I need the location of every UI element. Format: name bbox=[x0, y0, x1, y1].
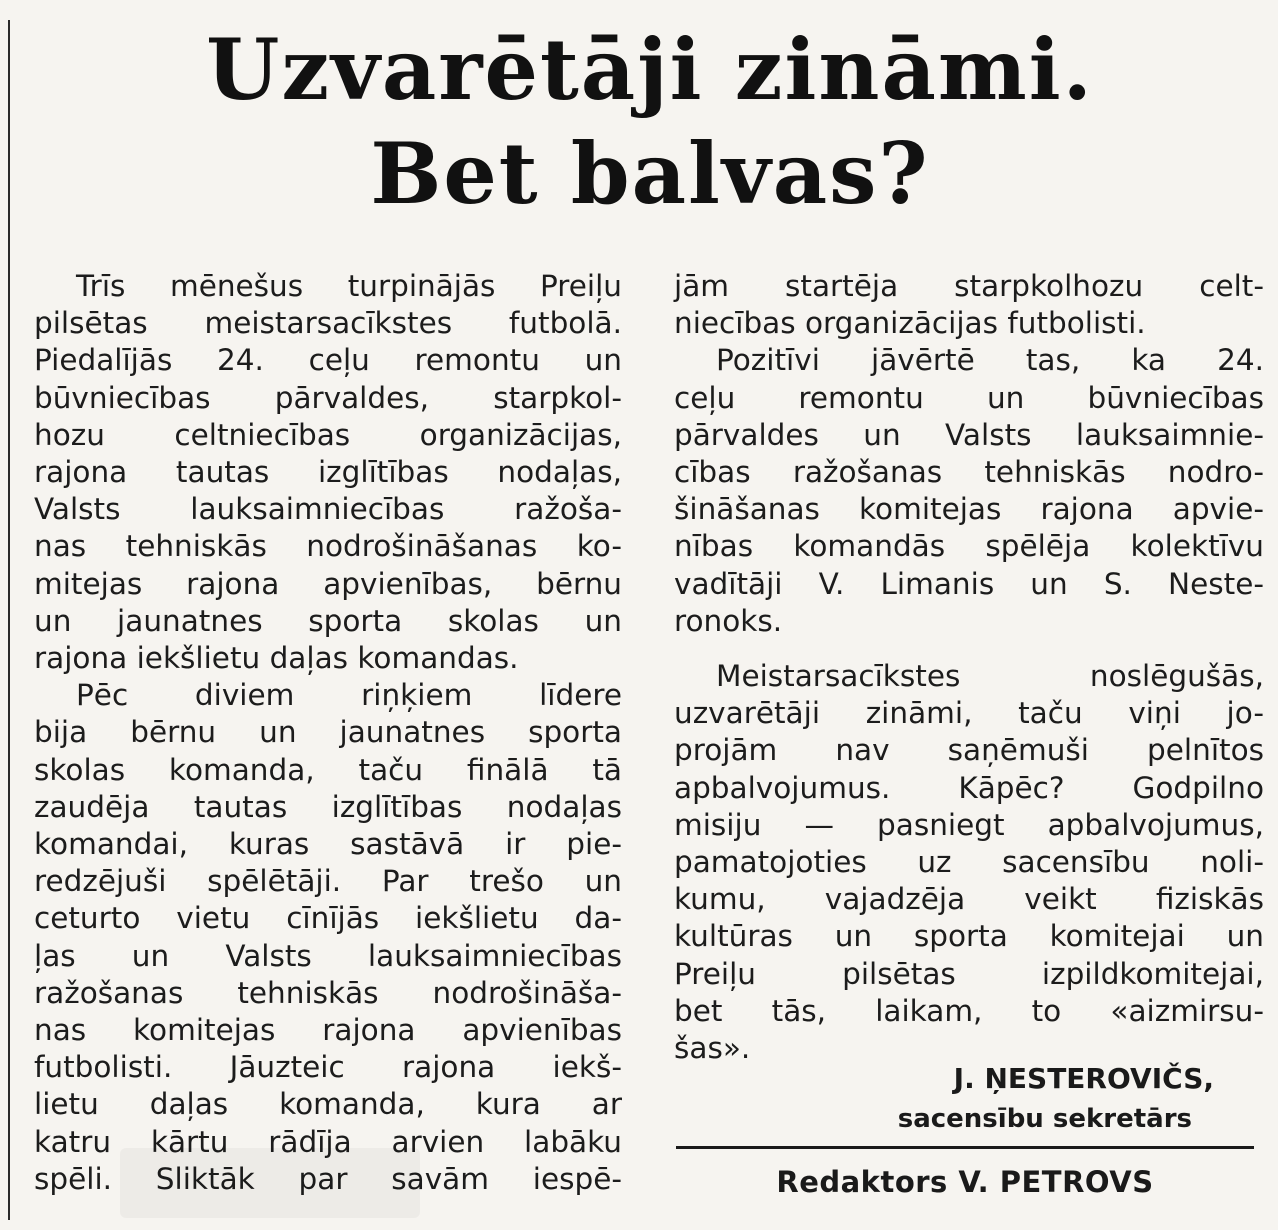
text-line: rajona tautas izglītības nodaļas, bbox=[34, 455, 622, 490]
text-line: nas komitejas rajona apvienības bbox=[34, 1013, 622, 1048]
article-right-column bbox=[674, 268, 1264, 1067]
text-line: un jaunatnes sporta skolas un bbox=[34, 603, 622, 638]
text-line: apbalvojumus. Kāpēc? Godpilno bbox=[674, 770, 1264, 805]
editor-credit: Redaktors V. PETROVS bbox=[776, 1165, 1154, 1199]
paragraph-3 bbox=[674, 268, 1264, 342]
text-line: ļas un Valsts lauksaimniecības bbox=[34, 938, 622, 973]
headline-line-2: Bet balvas? bbox=[370, 124, 930, 223]
text-line: katru kārtu rādīja arvien labāku bbox=[34, 1124, 622, 1159]
text-line: Valsts lauksaimniecības ražoša- bbox=[34, 492, 622, 527]
text-line: futbolisti. Jāuzteic rajona iekš- bbox=[34, 1050, 622, 1085]
text-line: hozu celtniecības organizācijas, bbox=[34, 417, 622, 452]
text-line: ražošanas tehniskās nodrošināša- bbox=[34, 975, 622, 1010]
text-line: niecības organizācijas futbolisti. bbox=[674, 306, 1146, 341]
text-line: uzvarētāji zināmi, taču viņi jo- bbox=[674, 696, 1264, 731]
text-line: Pēc diviem riņķiem līdere bbox=[76, 678, 622, 713]
text-line: nas tehniskās nodrošināšanas ko- bbox=[34, 529, 622, 564]
paragraph-2 bbox=[34, 677, 622, 1198]
text-line: pamatojoties uz sacensību noli- bbox=[674, 845, 1264, 880]
headline-line-1: Uzvarētāji zināmi. bbox=[206, 20, 1094, 119]
text-line: šas». bbox=[674, 1031, 751, 1066]
text-line: nības komandās spēlēja kolektīvu bbox=[674, 529, 1264, 564]
text-line: cības ražošanas tehniskās nodro- bbox=[674, 455, 1264, 490]
paragraph-4 bbox=[674, 342, 1264, 640]
text-line: skolas komanda, taču finālā tā bbox=[34, 752, 622, 787]
text-line: jām startēja starpkolhozu celt- bbox=[674, 269, 1264, 303]
column-rule bbox=[8, 20, 10, 1220]
article-left-column bbox=[34, 268, 622, 1198]
text-line: misiju — pasniegt apbalvojumus, bbox=[674, 807, 1264, 842]
text-line: ceļu remontu un būvniecības bbox=[674, 380, 1264, 415]
text-line: lietu daļas komanda, kura ar bbox=[34, 1087, 622, 1122]
text-line: Piedalījās 24. ceļu remontu un bbox=[34, 343, 622, 378]
text-line: Meistarsacīkstes noslēgušās, bbox=[716, 659, 1264, 694]
text-line: mitejas rajona apvienības, bērnu bbox=[34, 566, 622, 601]
text-line: ronoks. bbox=[674, 603, 783, 638]
paragraph-gap bbox=[674, 640, 1264, 658]
text-line: zaudēja tautas izglītības nodaļas bbox=[34, 789, 622, 824]
text-line: vadītāji V. Limanis un S. Neste- bbox=[674, 566, 1264, 601]
paper-smudge bbox=[120, 1148, 420, 1218]
text-line: rajona iekšlietu daļas komandas. bbox=[34, 641, 519, 676]
text-line: Preiļu pilsētas izpildkomitejai, bbox=[674, 956, 1264, 991]
author-name: J. ŅESTEROVIČS, bbox=[953, 1062, 1214, 1095]
text-line: šināšanas komitejas rajona apvie- bbox=[674, 492, 1264, 527]
text-line: būvniecības pārvaldes, starpkol- bbox=[34, 380, 622, 415]
text-line: pārvaldes un Valsts lauksaimnie- bbox=[674, 417, 1264, 452]
text-line: kultūras un sporta komitejai un bbox=[674, 919, 1264, 954]
text-line: pilsētas meistarsacīkstes futbolā. bbox=[34, 306, 622, 341]
paragraph-5 bbox=[674, 658, 1264, 1067]
text-line: Pozitīvi jāvērtē tas, ka 24. bbox=[716, 343, 1264, 378]
text-line: ceturto vietu cīnījās iekšlietu da- bbox=[34, 901, 622, 936]
text-line: kumu, vajadzēja veikt fiziskās bbox=[674, 882, 1264, 917]
headline bbox=[60, 18, 1240, 226]
paragraph-1 bbox=[34, 268, 622, 677]
text-line: projām nav saņēmuši pelnītos bbox=[674, 733, 1264, 768]
divider bbox=[676, 1146, 1254, 1149]
text-line: bet tās, laikam, to «aizmirsu- bbox=[674, 993, 1264, 1028]
text-line: komandai, kuras sastāvā ir pie- bbox=[34, 827, 622, 862]
author-role: sacensību sekretārs bbox=[897, 1104, 1192, 1134]
text-line: bija bērnu un jaunatnes sporta bbox=[34, 715, 622, 750]
text-line: redzējuši spēlētāji. Par trešo un bbox=[34, 864, 622, 899]
text-line: spēli. Sliktāk par savām iespē- bbox=[34, 1161, 622, 1196]
text-line: Trīs mēnešus turpinājās Preiļu bbox=[76, 269, 622, 303]
